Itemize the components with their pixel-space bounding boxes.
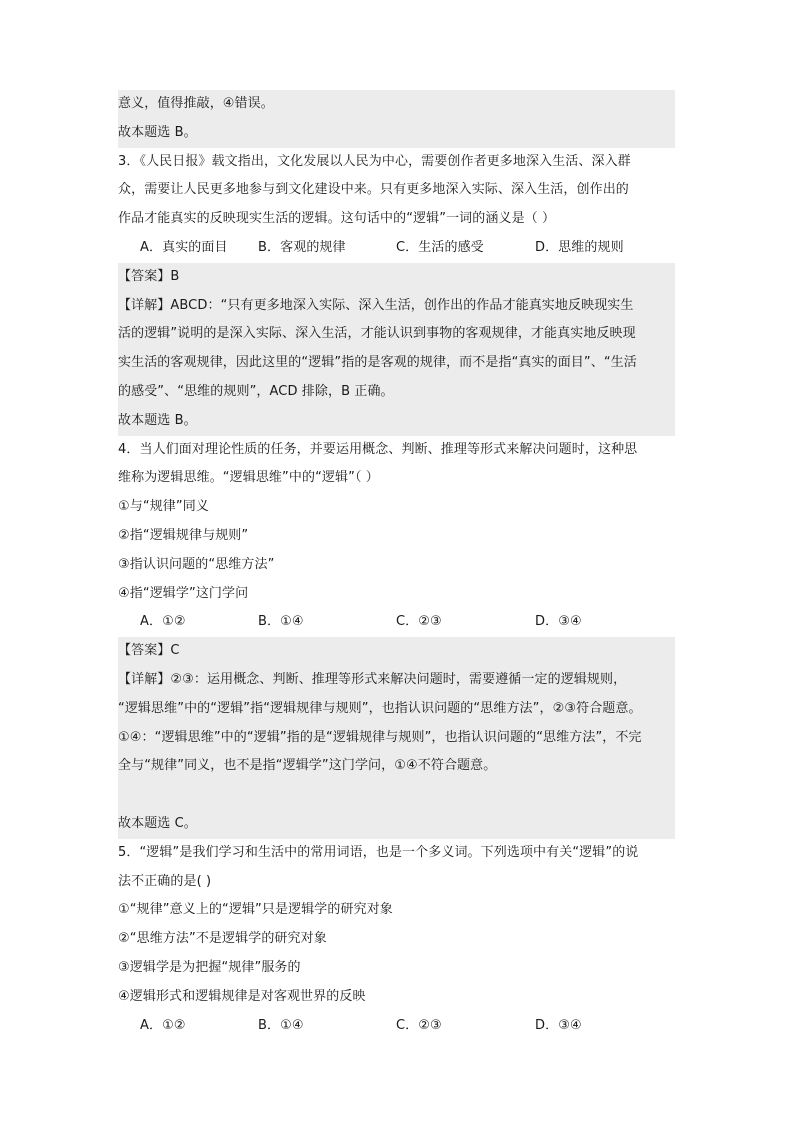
q4-analysis-line: “逻辑思维”中的“逻辑”指“逻辑规律与规则”，也指认识问题的“思维方法”，②③符合题意。 [118, 700, 642, 716]
q5-stem-line: 法不正确的是( ) [118, 873, 212, 889]
q3-stem-line: 作品才能真实的反映现实生活的逻辑。这句话中的“逻辑”一词的涵义是（ ） [118, 211, 556, 227]
q3-analysis-line: 活的逻辑”说明的是深入实际、深入生活，才能认识到事物的客观规律，才能真实地反映现 [118, 326, 636, 342]
q4-option-d: D．③④ [535, 614, 582, 630]
q5-item: ③逻辑学是为把握“规律”服务的 [118, 959, 301, 975]
question-5 [118, 839, 675, 1041]
q4-blank-line [118, 781, 675, 810]
q4-item: ②指“逻辑规律与规则” [118, 527, 249, 543]
q3-option-b: B．客观的规律 [258, 239, 346, 255]
q5-option-b: B．①④ [258, 1017, 304, 1033]
q4-option-a: A．①② [140, 614, 186, 630]
prev-conclusion: 故本题选 B。 [118, 119, 675, 148]
q3-analysis-line: 【详解】ABCD：“只有更多地深入实际、深入生活，创作出的作品才能真实地反映现实生 [118, 297, 634, 313]
q3-analysis-line: 实生活的客观规律，因此这里的“逻辑”指的是客观的规律，而不是指“真实的面目”、“生活 [118, 355, 637, 371]
q3-analysis-line: 的感受”、“思维的规则”，ACD 排除，B 正确。 [118, 383, 394, 399]
q4-item: ③指认识问题的“思维方法” [118, 556, 275, 572]
q3-stem-line: 众，需要让人民更多地参与到文化建设中来。只有更多地深入实际、深入生活，创作出的 [118, 182, 629, 198]
q4-answer-block [118, 637, 675, 839]
q4-analysis-line: ①④：“逻辑思维”中的“逻辑”指的是“逻辑规律与规则”，也指认识问题的“思维方法”，不完 [118, 729, 642, 745]
q4-item: ④指“逻辑学”这门学问 [118, 585, 249, 601]
q4-stem-line: 4．当人们面对理论性质的任务，并要运用概念、判断、推理等形式来解决问题时，这种思 [118, 441, 638, 457]
q5-option-d: D．③④ [535, 1017, 582, 1033]
q3-option-a: A．真实的面目 [140, 239, 228, 255]
q5-options [118, 1012, 675, 1041]
question-4 [118, 436, 675, 839]
q5-option-a: A．①② [140, 1017, 186, 1033]
q4-conclusion: 故本题选 C。 [118, 815, 197, 831]
q3-option-d: D．思维的规则 [535, 239, 624, 255]
q4-analysis-line: 全与“规律”同义，也不是指“逻辑学”这门学问，①④不符合题意。 [118, 758, 497, 774]
q5-item: ④逻辑形式和逻辑规律是对客观世界的反映 [118, 988, 366, 1004]
q4-options [118, 608, 675, 637]
document-page [118, 90, 675, 1040]
q4-option-c: C．②③ [396, 614, 442, 630]
q3-answer: 【答案】B [118, 268, 180, 284]
q5-stem-line: 5．“逻辑”是我们学习和生活中的常用词语，也是一个多义词。下列选项中有关“逻辑”的说 [118, 844, 639, 860]
question-3 [118, 148, 675, 436]
prev-analysis-line: 意义，值得推敲，④错误。 [118, 90, 675, 119]
q4-option-b: B．①④ [258, 614, 304, 630]
q3-answer-block [118, 263, 675, 436]
q4-answer: 【答案】C [118, 643, 180, 659]
q4-analysis-line: 【详解】②③：运用概念、判断、推理等形式来解决问题时，需要遵循一定的逻辑规则， [118, 671, 627, 687]
q4-item: ①与“规律”同义 [118, 499, 209, 515]
q3-option-c: C．生活的感受 [396, 239, 484, 255]
q5-item: ①“规律”意义上的“逻辑”只是逻辑学的研究对象 [118, 902, 393, 918]
q4-stem-line: 维称为逻辑思维。“逻辑思维”中的“逻辑”（ ） [118, 470, 379, 486]
q5-option-c: C．②③ [396, 1017, 442, 1033]
q5-item: ②“思维方法”不是逻辑学的研究对象 [118, 931, 327, 947]
q3-stem-line: 3．《人民日报》载文指出，文化发展以人民为中心，需要创作者更多地深入生活、深入群 [118, 153, 631, 169]
q3-conclusion: 故本题选 B。 [118, 412, 197, 428]
q3-options [118, 234, 675, 263]
